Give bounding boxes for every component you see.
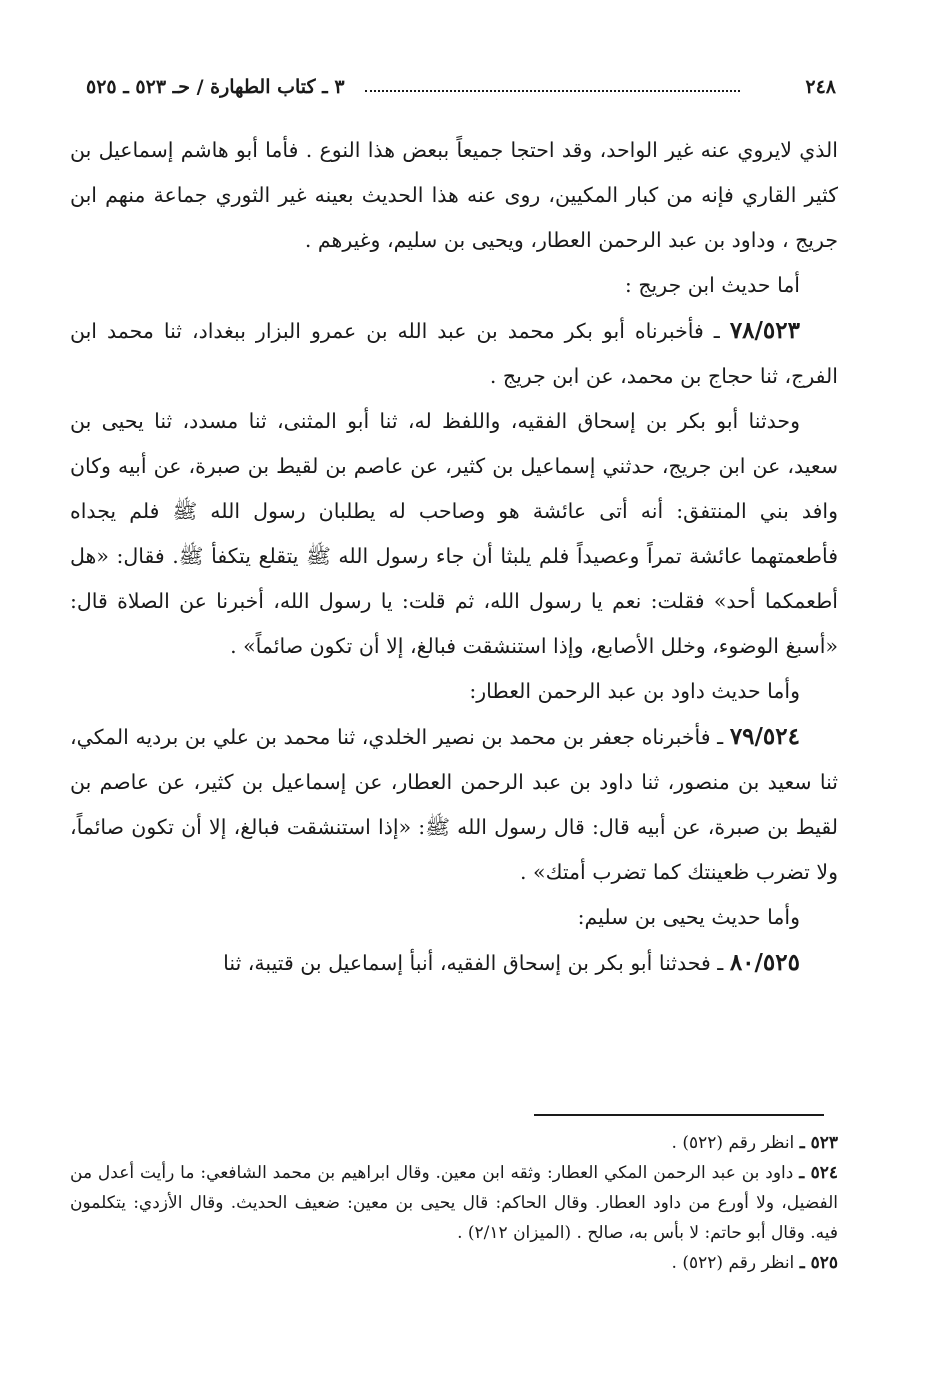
- hadith-number: ٧٨/٥٢٣: [729, 317, 800, 344]
- footnote-number: ٥٢٣ ـ: [799, 1133, 838, 1153]
- hadith-number: ٧٩/٥٢٤: [729, 723, 800, 750]
- hadith-number: ٨٠/٥٢٥: [729, 949, 800, 976]
- hadith-text: ـ فأخبرناه جعفر بن محمد بن نصير الخلدي، ثنا محمد بن علي بن برديه المكي، ثنا سعيد بن منصور، ثنا داود بن عبد الرحمن العطار، عن إسماعيل بن كثير، عن عاصم بن لقيط بن صبرة، عن أبيه قال: قال رسول الله ﷺ: «إذا استنشقت فبالغ، إلا أن تكون صائماً، ولا تضرب ظعينتك كما تضرب أمتك» .: [70, 725, 838, 884]
- footnote-number: ٥٢٤ ـ: [799, 1163, 839, 1183]
- footnote-525: [70, 1248, 838, 1278]
- hadith-text: ـ فحدثنا أبو بكر بن إسحاق الفقيه، أنبأ إسماعيل بن قتيبة، ثنا: [223, 951, 724, 975]
- footnote-text: داود بن عبد الرحمن المكي العطار: وثقه ابن معين. وقال ابراهيم بن محمد الشافعي: ما رأيت أعدل من الفضيل، ولا أورع من داود العطار. وقال الحاكم: قال يحيى بن معين: ضعيف الحديث. وقال الأزدي: يتكلمون فيه. وقال أبو حاتم: لا بأس به، صالح . (الميزان ٢/١٢) .: [70, 1163, 838, 1243]
- section-heading-dawud: وأما حديث داود بن عبد الرحمن العطار:: [469, 679, 800, 703]
- footnote-text: انظر رقم (٥٢٢) .: [671, 1253, 795, 1273]
- hadith-525: [70, 940, 838, 986]
- hadith-524: [70, 714, 838, 895]
- page-header: [70, 70, 838, 112]
- paragraph-intro: الذي لايروي عنه غير الواحد، وقد احتجا جميعاً ببعض هذا النوع . فأما أبو هاشم إسماعيل بن كثير القاري فإنه من كبار المكيين، روى عنه هذا الحديث بعينه غير الثوري جماعة منهم ابن جريج ، وداود بن عبد الرحمن العطار، ويحيى بن سليم، وغيرهم .: [70, 138, 838, 252]
- book-page: [70, 70, 838, 1320]
- footnote-separator: [534, 1114, 824, 1116]
- hadith-523: [70, 308, 838, 399]
- hadith-text: ـ فأخبرناه أبو بكر محمد بن عبد الله بن عمرو البزار ببغداد، ثنا محمد ابن الفرج، ثنا حجاج بن محمد، عن ابن جريج .: [70, 319, 838, 388]
- section-heading-ibn-jurayj: أما حديث ابن جريج :: [624, 273, 800, 297]
- header-dotted-leader: [365, 90, 740, 92]
- section-heading-yahya: وأما حديث يحيى بن سليم:: [577, 905, 800, 929]
- main-text: [70, 128, 838, 986]
- page-number: ٢٤٨: [805, 76, 836, 98]
- footnote-524: [70, 1158, 838, 1248]
- footnotes: [70, 1128, 838, 1278]
- running-title: ٣ ـ كتاب الطهارة / حـ ٥٢٣ ـ ٥٢٥: [86, 76, 345, 98]
- footnote-number: ٥٢٥ ـ: [799, 1253, 838, 1273]
- paragraph-chain: وحدثنا أبو بكر بن إسحاق الفقيه، واللفظ له، ثنا أبو المثنى، ثنا مسدد، ثنا يحيى بن سعيد، عن ابن جريج، حدثني إسماعيل بن كثير، عن عاصم بن لقيط بن صبرة، عن أبيه وكان وافد بني المنتفق: أنه أتى عائشة هو وصاحب له يطلبان رسول الله ﷺ فلم يجداه فأطعمتهما عائشة تمراً وعصيداً فلم يلبثا أن جاء رسول الله ﷺ يتقلع يتكفأ ﷺ. فقال: «هل أطعمكما أحد» فقلت: نعم يا رسول الله، ثم قلت: يا رسول الله، أخبرنا عن الصلاة قال: «أسبغ الوضوء، وخلل الأصابع، وإذا استنشقت فبالغ، إلا أن تكون صائماً» .: [70, 409, 838, 658]
- footnote-523: [70, 1128, 838, 1158]
- footnote-text: انظر رقم (٥٢٢) .: [671, 1133, 795, 1153]
